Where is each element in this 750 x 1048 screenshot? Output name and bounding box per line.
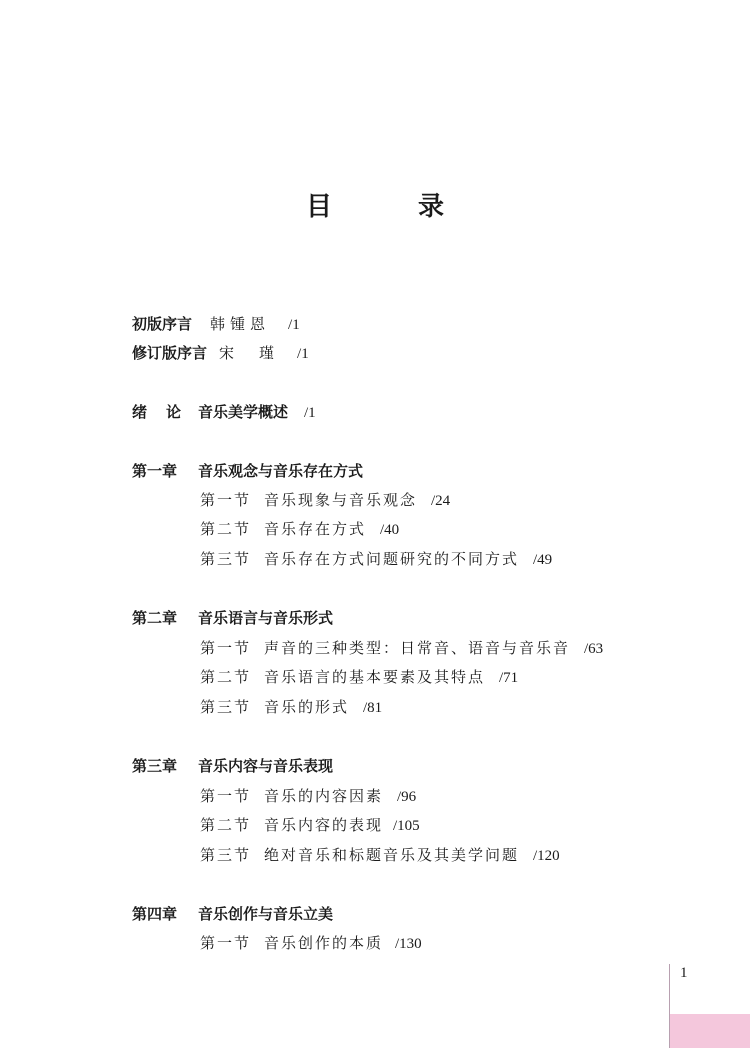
toc-entry-preface-revised[interactable] — [132, 342, 309, 364]
preface-author: 宋 瑾 — [219, 344, 280, 362]
section-title: 音乐存在方式 — [264, 520, 367, 538]
toc-section-3-3[interactable] — [200, 844, 560, 866]
toc-section-4-1[interactable] — [200, 932, 422, 954]
chapter-label: 第三章 — [132, 757, 178, 775]
toc-chapter-2[interactable] — [132, 607, 333, 629]
section-title: 绝对音乐和标题音乐及其美学问题 — [264, 846, 520, 864]
page-ref: /120 — [533, 848, 560, 864]
chapter-title: 音乐语言与音乐形式 — [198, 609, 334, 627]
toc-section-2-1[interactable] — [200, 637, 603, 659]
section-title: 音乐的形式 — [264, 698, 350, 716]
toc-chapter-4[interactable] — [132, 903, 333, 925]
page-ref: /1 — [297, 346, 309, 362]
page-ref: /49 — [533, 552, 553, 568]
toc-entry-preface-first[interactable] — [132, 313, 300, 335]
toc-section-3-1[interactable] — [200, 785, 416, 807]
page-ref: /130 — [395, 936, 422, 952]
section-label: 第二节 — [200, 816, 252, 834]
section-title: 声音的三种类型：日常音、语音与音乐音 — [264, 639, 571, 657]
page-ref: /63 — [584, 641, 604, 657]
page-ref: /1 — [304, 405, 316, 421]
page-title: 目 录 — [305, 192, 474, 222]
section-title: 音乐现象与音乐观念 — [264, 491, 418, 509]
preface-label: 初版序言 — [132, 315, 193, 333]
page-number: 1 — [680, 965, 688, 981]
intro-title: 音乐美学概述 — [198, 403, 289, 421]
edge-tab — [670, 1014, 750, 1048]
section-label: 第三节 — [200, 698, 252, 716]
section-label: 第二节 — [200, 520, 252, 538]
section-title: 音乐创作的本质 — [264, 934, 384, 952]
page-ref: /105 — [393, 818, 420, 834]
page-ref: /81 — [363, 700, 383, 716]
toc-entry-intro[interactable] — [132, 401, 316, 423]
section-label: 第一节 — [200, 491, 252, 509]
section-title: 音乐语言的基本要素及其特点 — [264, 668, 486, 686]
section-label: 第三节 — [200, 550, 252, 568]
toc-section-2-3[interactable] — [200, 696, 382, 718]
chapter-title: 音乐创作与音乐立美 — [198, 905, 334, 923]
section-label: 第一节 — [200, 787, 252, 805]
page-ref: /24 — [431, 493, 451, 509]
toc-section-3-2[interactable] — [200, 814, 420, 836]
toc-section-1-3[interactable] — [200, 548, 552, 570]
preface-author: 韩锺恩 — [210, 315, 271, 333]
section-title: 音乐的内容因素 — [264, 787, 384, 805]
toc-section-1-1[interactable] — [200, 489, 450, 511]
toc-chapter-3[interactable] — [132, 755, 333, 777]
section-label: 第一节 — [200, 639, 252, 657]
chapter-label: 第一章 — [132, 462, 178, 480]
intro-label: 绪 论 — [132, 403, 184, 421]
section-title: 音乐存在方式问题研究的不同方式 — [264, 550, 520, 568]
section-label: 第一节 — [200, 934, 252, 952]
section-label: 第三节 — [200, 846, 252, 864]
toc-chapter-1[interactable] — [132, 460, 363, 482]
page-ref: /1 — [288, 317, 300, 333]
section-title: 音乐内容的表现 — [264, 816, 384, 834]
page-ref: /96 — [397, 789, 417, 805]
chapter-label: 第四章 — [132, 905, 178, 923]
chapter-title: 音乐观念与音乐存在方式 — [198, 462, 364, 480]
toc-section-1-2[interactable] — [200, 518, 399, 540]
section-label: 第二节 — [200, 668, 252, 686]
page-ref: /40 — [380, 522, 400, 538]
chapter-title: 音乐内容与音乐表现 — [198, 757, 334, 775]
chapter-label: 第二章 — [132, 609, 178, 627]
preface-label: 修订版序言 — [132, 344, 208, 362]
toc-section-2-2[interactable] — [200, 666, 518, 688]
page-ref: /71 — [499, 670, 519, 686]
